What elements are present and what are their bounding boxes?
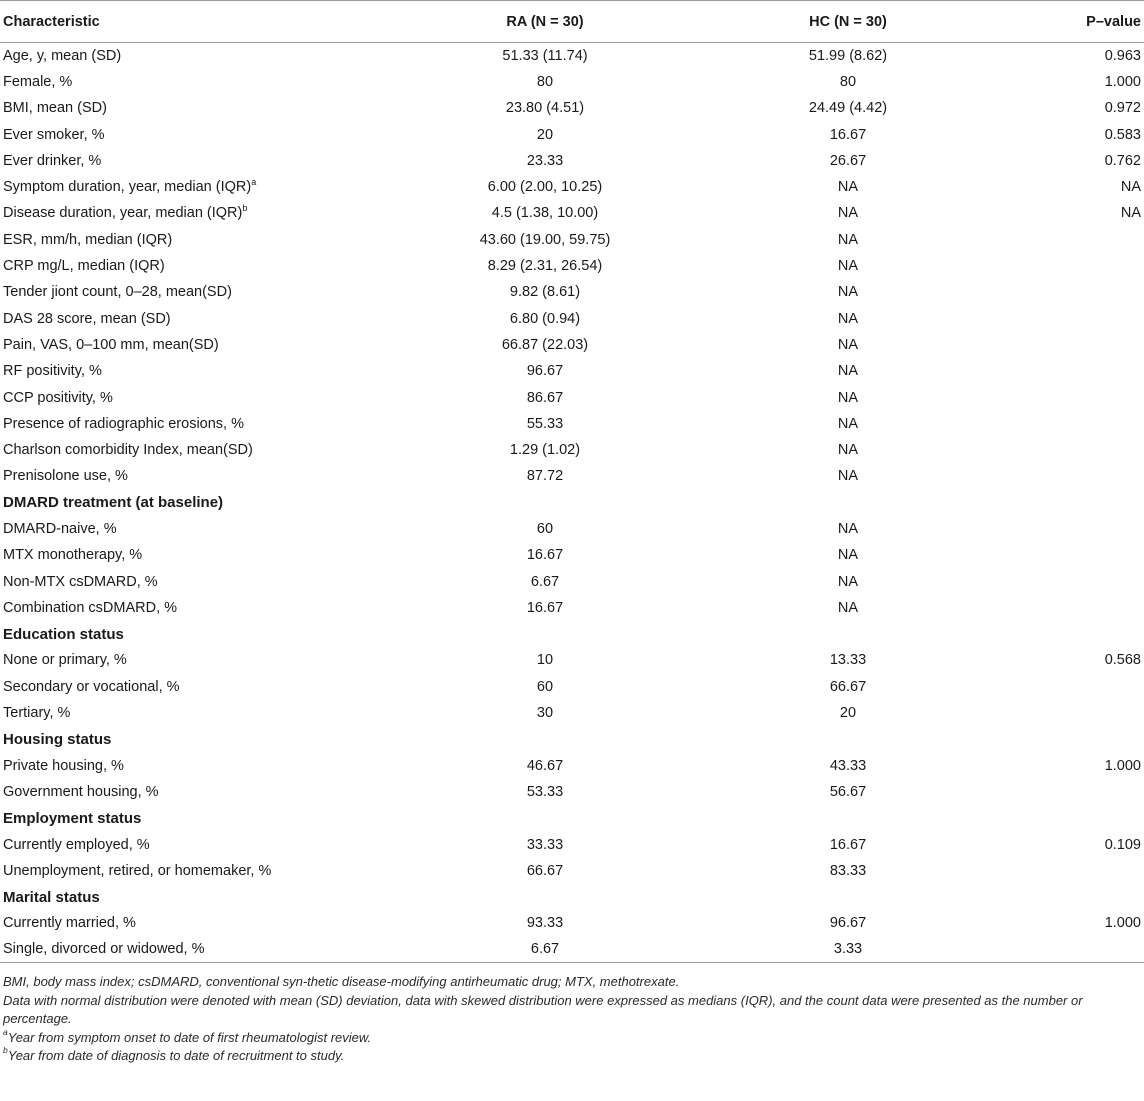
p-value	[1006, 542, 1144, 568]
ra-value: 80	[536, 73, 554, 90]
ra-value: 46.67	[526, 757, 564, 774]
ra-value: 66.87 (22.03)	[501, 336, 589, 353]
table-row	[0, 95, 1144, 121]
ra-value: 23.33	[526, 152, 564, 169]
row-label: Symptom duration, year, median (IQR)	[3, 179, 252, 196]
ra-value: 16.67	[526, 599, 564, 616]
hc-value: 43.33	[829, 757, 867, 774]
p-value: 0.972	[1104, 100, 1141, 117]
ra-value: 6.00 (2.00, 10.25)	[487, 179, 603, 196]
table-row	[0, 568, 1144, 594]
table-row	[0, 779, 1144, 805]
hc-value: NA	[837, 336, 859, 353]
ra-value: 43.60 (19.00, 59.75)	[479, 231, 611, 248]
hc-value: 80	[839, 73, 857, 90]
row-label-cell	[0, 411, 400, 437]
table-row	[0, 463, 1144, 489]
footnote-distribution: Data with normal distribution were denoted with mean (SD) deviation, data with skewed distribution were expressed as medians (IQR), and the count data were presented as the number or percentage.	[3, 992, 1083, 1027]
row-label: Tertiary, %	[3, 705, 71, 722]
hc-value: 26.67	[829, 152, 867, 169]
ra-value: 1.29 (1.02)	[509, 442, 581, 459]
table-row	[0, 647, 1144, 673]
p-value	[1006, 595, 1144, 621]
row-label: Age, y, mean (SD)	[3, 47, 122, 64]
hc-value: NA	[837, 415, 859, 432]
hc-value: NA	[837, 179, 859, 196]
p-value: 0.762	[1104, 152, 1141, 169]
row-label-cell	[0, 437, 400, 463]
hc-value: NA	[837, 468, 859, 485]
ra-value: 9.82 (8.61)	[509, 284, 581, 301]
p-value: 1.000	[1104, 915, 1141, 932]
table-header-row	[0, 1, 1144, 43]
hc-value: 3.33	[690, 937, 1006, 963]
section-header-row	[0, 621, 1144, 647]
row-label-cell	[0, 831, 400, 857]
footnote-a-text: Year from symptom onset to date of first rheumatologist review.	[7, 1029, 372, 1045]
p-value	[1006, 437, 1144, 463]
ra-value: 60	[536, 678, 554, 695]
row-label-cell	[0, 384, 400, 410]
ra-value: 51.33 (11.74)	[502, 47, 588, 64]
row-label: Currently employed, %	[3, 836, 150, 853]
table-row	[0, 937, 1144, 963]
row-label: Charlson comorbidity Index, mean(SD)	[3, 442, 253, 459]
hc-value: NA	[837, 258, 859, 275]
table-row	[0, 148, 1144, 174]
row-label: BMI, mean (SD)	[3, 100, 107, 117]
hc-value: NA	[837, 310, 859, 327]
table-row	[0, 279, 1144, 305]
section-header-row	[0, 490, 1144, 516]
ra-value: 93.33	[526, 915, 564, 932]
hc-value: 24.49 (4.42)	[808, 100, 888, 117]
hc-value: NA	[837, 520, 859, 537]
p-value	[1006, 384, 1144, 410]
ra-value: 55.33	[526, 415, 564, 432]
p-value	[1006, 516, 1144, 542]
p-value	[1006, 674, 1144, 700]
row-label-cell	[0, 779, 400, 805]
p-value	[1006, 227, 1144, 253]
ra-value: 6.67	[530, 573, 560, 590]
table-body	[0, 43, 1144, 963]
hc-value: 13.33	[829, 652, 867, 669]
row-label-cell	[0, 568, 400, 594]
ra-value: 33.33	[526, 836, 564, 853]
ra-value: 16.67	[526, 547, 564, 564]
section-title: DMARD treatment (at baseline)	[3, 494, 224, 512]
row-label: RF positivity, %	[3, 363, 102, 380]
ra-value: 10	[536, 652, 554, 669]
row-label: Currently married, %	[3, 915, 136, 932]
ra-value: 4.5 (1.38, 10.00)	[491, 205, 599, 222]
header-ra: RA (N = 30)	[400, 1, 690, 43]
ra-value: 53.33	[526, 783, 564, 800]
hc-value: 16.67	[829, 836, 867, 853]
p-value: 1.000	[1104, 73, 1141, 90]
row-label-cell	[0, 332, 400, 358]
p-value: NA	[1120, 205, 1141, 222]
row-label-cell	[0, 121, 400, 147]
p-value	[1006, 253, 1144, 279]
row-label: Combination csDMARD, %	[3, 599, 178, 616]
p-value: 0.109	[1104, 836, 1141, 853]
row-label-cell	[0, 95, 400, 121]
footnote-marker: b	[242, 203, 248, 214]
row-label: DMARD-naive, %	[3, 520, 117, 537]
hc-value: 66.67	[829, 678, 867, 695]
p-value: NA	[1120, 179, 1141, 196]
section-header-row	[0, 884, 1144, 910]
row-label: Non-MTX csDMARD, %	[3, 573, 158, 590]
header-characteristic: Characteristic	[0, 1, 400, 43]
table-row	[0, 384, 1144, 410]
header-p-value: P–value	[1006, 1, 1144, 43]
row-label-cell	[0, 516, 400, 542]
table-row	[0, 332, 1144, 358]
hc-value: NA	[837, 573, 859, 590]
p-value	[1006, 779, 1144, 805]
section-title: Education status	[3, 625, 124, 643]
p-value: 1.000	[1104, 757, 1141, 774]
hc-value: NA	[837, 599, 859, 616]
hc-value: 20	[839, 705, 857, 722]
row-label-cell	[0, 227, 400, 253]
footnote-b-text: Year from date of diagnosis to date of recruitment to study.	[7, 1048, 345, 1064]
row-label: MTX monotherapy, %	[3, 547, 143, 564]
row-label-cell	[0, 148, 400, 174]
ra-value: 6.67	[400, 937, 690, 963]
row-label: Government housing, %	[3, 783, 159, 800]
p-value	[1006, 279, 1144, 305]
row-label-cell	[0, 674, 400, 700]
row-label-cell	[0, 200, 400, 226]
p-value	[1006, 937, 1144, 963]
p-value: 0.568	[1104, 652, 1141, 669]
hc-value: 96.67	[829, 915, 867, 932]
table-row	[0, 753, 1144, 779]
p-value	[1006, 305, 1144, 331]
section-title: Marital status	[3, 888, 100, 906]
row-label: Female, %	[3, 73, 73, 90]
row-label-cell	[0, 937, 400, 963]
table-row	[0, 831, 1144, 857]
row-label-cell	[0, 174, 400, 200]
ra-value: 6.80 (0.94)	[509, 310, 581, 327]
row-label-cell	[0, 858, 400, 884]
row-label-cell	[0, 43, 400, 69]
p-value: 0.583	[1104, 126, 1141, 143]
section-title: Employment status	[3, 809, 142, 827]
table-footnotes	[0, 973, 1144, 1066]
row-label: Ever smoker, %	[3, 126, 105, 143]
row-label-cell	[0, 305, 400, 331]
hc-value: NA	[837, 205, 859, 222]
table-row	[0, 174, 1144, 200]
table-row	[0, 437, 1144, 463]
p-value	[1006, 858, 1144, 884]
row-label: Tender jiont count, 0–28, mean(SD)	[3, 284, 232, 301]
footnote-abbreviations: BMI, body mass index; csDMARD, conventional syn-thetic disease-modifying antirheumatic drug; MTX, methotrexate.	[3, 974, 680, 990]
section-header-row	[0, 805, 1144, 831]
row-label: Presence of radiographic erosions, %	[3, 415, 244, 432]
footnote-marker: a	[251, 177, 257, 188]
ra-value: 30	[536, 705, 554, 722]
table-row	[0, 305, 1144, 331]
table-row	[0, 411, 1144, 437]
p-value	[1006, 700, 1144, 726]
hc-value: NA	[837, 284, 859, 301]
table-row	[0, 358, 1144, 384]
header-hc: HC (N = 30)	[690, 1, 1006, 43]
section-header-row	[0, 726, 1144, 752]
row-label: DAS 28 score, mean (SD)	[3, 310, 171, 327]
ra-value: 60	[536, 520, 554, 537]
ra-value: 23.80 (4.51)	[505, 100, 585, 117]
table-row	[0, 595, 1144, 621]
row-label-cell	[0, 595, 400, 621]
table-row	[0, 227, 1144, 253]
hc-value: NA	[837, 547, 859, 564]
ra-value: 86.67	[526, 389, 564, 406]
row-label: Ever drinker, %	[3, 152, 102, 169]
row-label-cell	[0, 700, 400, 726]
hc-value: NA	[837, 389, 859, 406]
ra-value: 87.72	[526, 468, 564, 485]
hc-value: 51.99 (8.62)	[808, 47, 888, 64]
row-label: Secondary or vocational, %	[3, 678, 180, 695]
hc-value: NA	[837, 363, 859, 380]
row-label: Pain, VAS, 0–100 mm, mean(SD)	[3, 336, 219, 353]
p-value	[1006, 332, 1144, 358]
table-row	[0, 858, 1144, 884]
table-row	[0, 910, 1144, 936]
row-label: CCP positivity, %	[3, 389, 113, 406]
row-label: Disease duration, year, median (IQR)	[3, 205, 243, 222]
table-row	[0, 700, 1144, 726]
section-title: Housing status	[3, 730, 112, 748]
table-row	[0, 253, 1144, 279]
ra-value: 8.29 (2.31, 26.54)	[487, 258, 603, 275]
row-label-cell	[0, 753, 400, 779]
row-label-cell	[0, 463, 400, 489]
footnote-a-mark: a	[3, 1026, 8, 1037]
row-label-cell	[0, 69, 400, 95]
hc-value: 56.67	[829, 783, 867, 800]
row-label: Single, divorced or widowed, %	[3, 941, 205, 958]
row-label: Unemployment, retired, or homemaker, %	[3, 862, 272, 879]
ra-value: 96.67	[526, 363, 564, 380]
row-label-cell	[0, 279, 400, 305]
row-label: ESR, mm/h, median (IQR)	[3, 231, 173, 248]
hc-value: 83.33	[829, 862, 867, 879]
hc-value: 16.67	[829, 126, 867, 143]
row-label-cell	[0, 253, 400, 279]
ra-value: 20	[536, 126, 554, 143]
table-row	[0, 43, 1144, 69]
row-label-cell	[0, 647, 400, 673]
p-value	[1006, 358, 1144, 384]
row-label-cell	[0, 910, 400, 936]
table-row	[0, 674, 1144, 700]
ra-value: 66.67	[526, 862, 564, 879]
hc-value: NA	[837, 231, 859, 248]
p-value	[1006, 411, 1144, 437]
footnote-b-mark: b	[3, 1045, 8, 1056]
row-label: CRP mg/L, median (IQR)	[3, 258, 165, 275]
p-value	[1006, 568, 1144, 594]
row-label: Private housing, %	[3, 757, 124, 774]
table-row	[0, 200, 1144, 226]
row-label-cell	[0, 358, 400, 384]
table-row	[0, 542, 1144, 568]
row-label-cell	[0, 542, 400, 568]
table-row	[0, 516, 1144, 542]
hc-value: NA	[837, 442, 859, 459]
p-value	[1006, 463, 1144, 489]
table-row	[0, 69, 1144, 95]
table-row	[0, 121, 1144, 147]
footnote-b	[3, 1047, 1141, 1066]
row-label: Prenisolone use, %	[3, 468, 128, 485]
p-value: 0.963	[1104, 47, 1141, 64]
footnote-a	[3, 1026, 1141, 1048]
row-label: None or primary, %	[3, 652, 127, 669]
